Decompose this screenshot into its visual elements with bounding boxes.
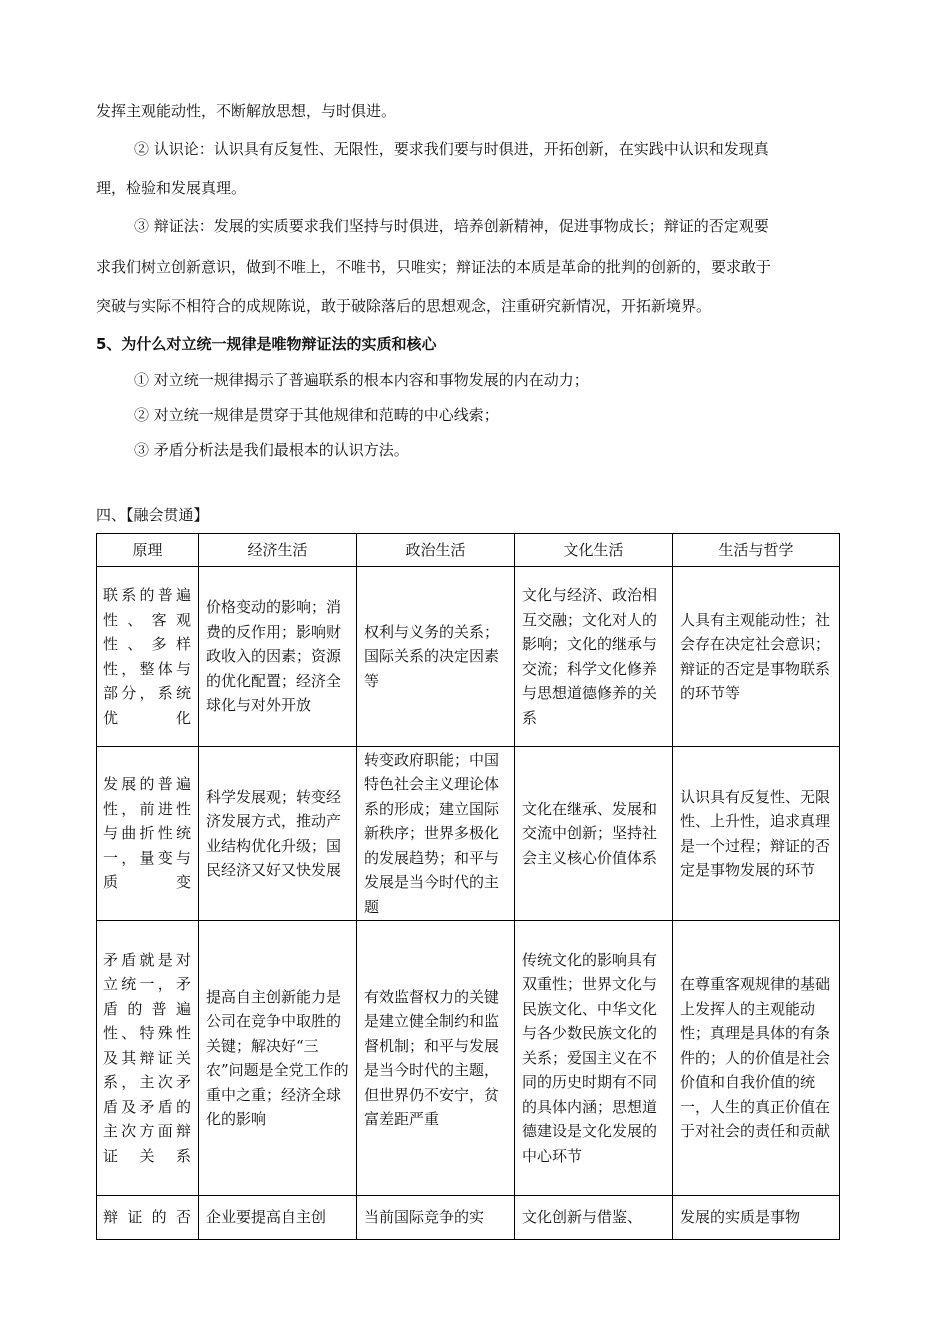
dialectics-paragraph-end: 突破与实际不相符合的成规陈说，敢于破除落后的思想观念，注重研究新情况，开拓新境界。 xyxy=(96,297,712,315)
table-cell: 转变政府职能；中国特色社会主义理论体系的形成；建立国际新秩序；世界多极化的发展趋势；和平与发展是当今时代的主题 xyxy=(357,747,515,921)
table-cell: 科学发展观；转变经济发展方式，推动产业结构优化升级；国民经济又好又快发展 xyxy=(199,747,357,921)
principle-cell: 矛盾就是对立统一，矛盾的普遍性、特殊性及其辩证关系，主次矛盾及矛盾的主次方面辩证关系 xyxy=(97,921,199,1196)
list-item: ② 对立统一规律是贯穿于其他规律和范畴的中心线索； xyxy=(134,406,499,424)
table-header-cell: 政治生活 xyxy=(357,534,515,567)
principle-cell: 辩证的否 xyxy=(97,1196,199,1240)
epistemology-paragraph: ② 认识论：认识具有反复性、无限性，要求我们要与时俱进，开拓创新，在实践中认识和发现真 xyxy=(134,140,769,158)
question-heading: 5、为什么对立统一规律是唯物辩证法的实质和核心 xyxy=(96,335,437,353)
table-cell: 权利与义务的关系；国际关系的决定因素等 xyxy=(357,567,515,747)
table-cell: 文化创新与借鉴、 xyxy=(515,1196,673,1240)
table-header-row xyxy=(97,534,840,567)
section-title: 四、【融会贯通】 xyxy=(96,506,209,524)
table-row xyxy=(97,567,840,747)
table-row xyxy=(97,921,840,1196)
epistemology-paragraph-cont: 理，检验和发展真理。 xyxy=(96,179,247,197)
table-header-cell: 原理 xyxy=(97,534,199,567)
principle-cell: 联系的普遍性、客观性、多样性，整体与部分，系统优化 xyxy=(97,567,199,747)
table-cell: 价格变动的影响；消费的反作用；影响财政收入的因素；资源的优化配置；经济全球化与对外开放 xyxy=(199,567,357,747)
comparison-table xyxy=(96,533,840,1240)
table-cell: 人具有主观能动性；社会存在决定社会意识；辩证的否定是事物联系的环节等 xyxy=(673,567,840,747)
table-row xyxy=(97,747,840,921)
principle-cell: 发展的普遍性，前进性与曲折性统一，量变与质变 xyxy=(97,747,199,921)
table-cell: 认识具有反复性、无限性、上升性，追求真理是一个过程；辩证的否定是事物发展的环节 xyxy=(673,747,840,921)
dialectics-paragraph-cont: 求我们树立创新意识，做到不唯上，不唯书，只唯实；辩证法的本质是革命的批判的创新的，要求敢于 xyxy=(96,258,772,276)
table-cell: 文化与经济、政治相互交融；文化对人的影响；文化的继承与交流；科学文化修养与思想道德修养的关系 xyxy=(515,567,673,747)
list-item: ③ 矛盾分析法是我们最根本的认识方法。 xyxy=(134,441,409,459)
table-row xyxy=(97,1196,840,1240)
table-cell: 有效监督权力的关键是建立健全制约和监督机制；和平与发展是当今时代的主题，但世界仍不安宁，贫富差距严重 xyxy=(357,921,515,1196)
table-header-cell: 文化生活 xyxy=(515,534,673,567)
table-cell: 文化在继承、发展和交流中创新；坚持社会主义核心价值体系 xyxy=(515,747,673,921)
paragraph-line: 发挥主观能动性，不断解放思想，与时俱进。 xyxy=(96,102,397,120)
list-item: ① 对立统一规律揭示了普遍联系的根本内容和事物发展的内在动力； xyxy=(134,371,589,389)
table-header-cell: 生活与哲学 xyxy=(673,534,840,567)
table-cell: 传统文化的影响具有双重性；世界文化与民族文化、中华文化与各少数民族文化的关系；爱国主义在不同的历史时期有不同的具体内涵；思想道德建设是文化发展的中心环节 xyxy=(515,921,673,1196)
dialectics-paragraph: ③ 辩证法：发展的实质要求我们坚持与时俱进，培养创新精神，促进事物成长；辩证的否定观要 xyxy=(134,217,769,235)
table-cell: 提高自主创新能力是公司在竞争中取胜的关键；解决好“三农”问题是全党工作的重中之重；经济全球化的影响 xyxy=(199,921,357,1196)
table-header-cell: 经济生活 xyxy=(199,534,357,567)
table-cell: 当前国际竞争的实 xyxy=(357,1196,515,1240)
table-cell: 在尊重客观规律的基础上发挥人的主观能动性；真理是具体的有条件的；人的价值是社会价值和自我价值的统一，人生的真正价值在于对社会的责任和贡献 xyxy=(673,921,840,1196)
table-cell: 企业要提高自主创 xyxy=(199,1196,357,1240)
table-cell: 发展的实质是事物 xyxy=(673,1196,840,1240)
